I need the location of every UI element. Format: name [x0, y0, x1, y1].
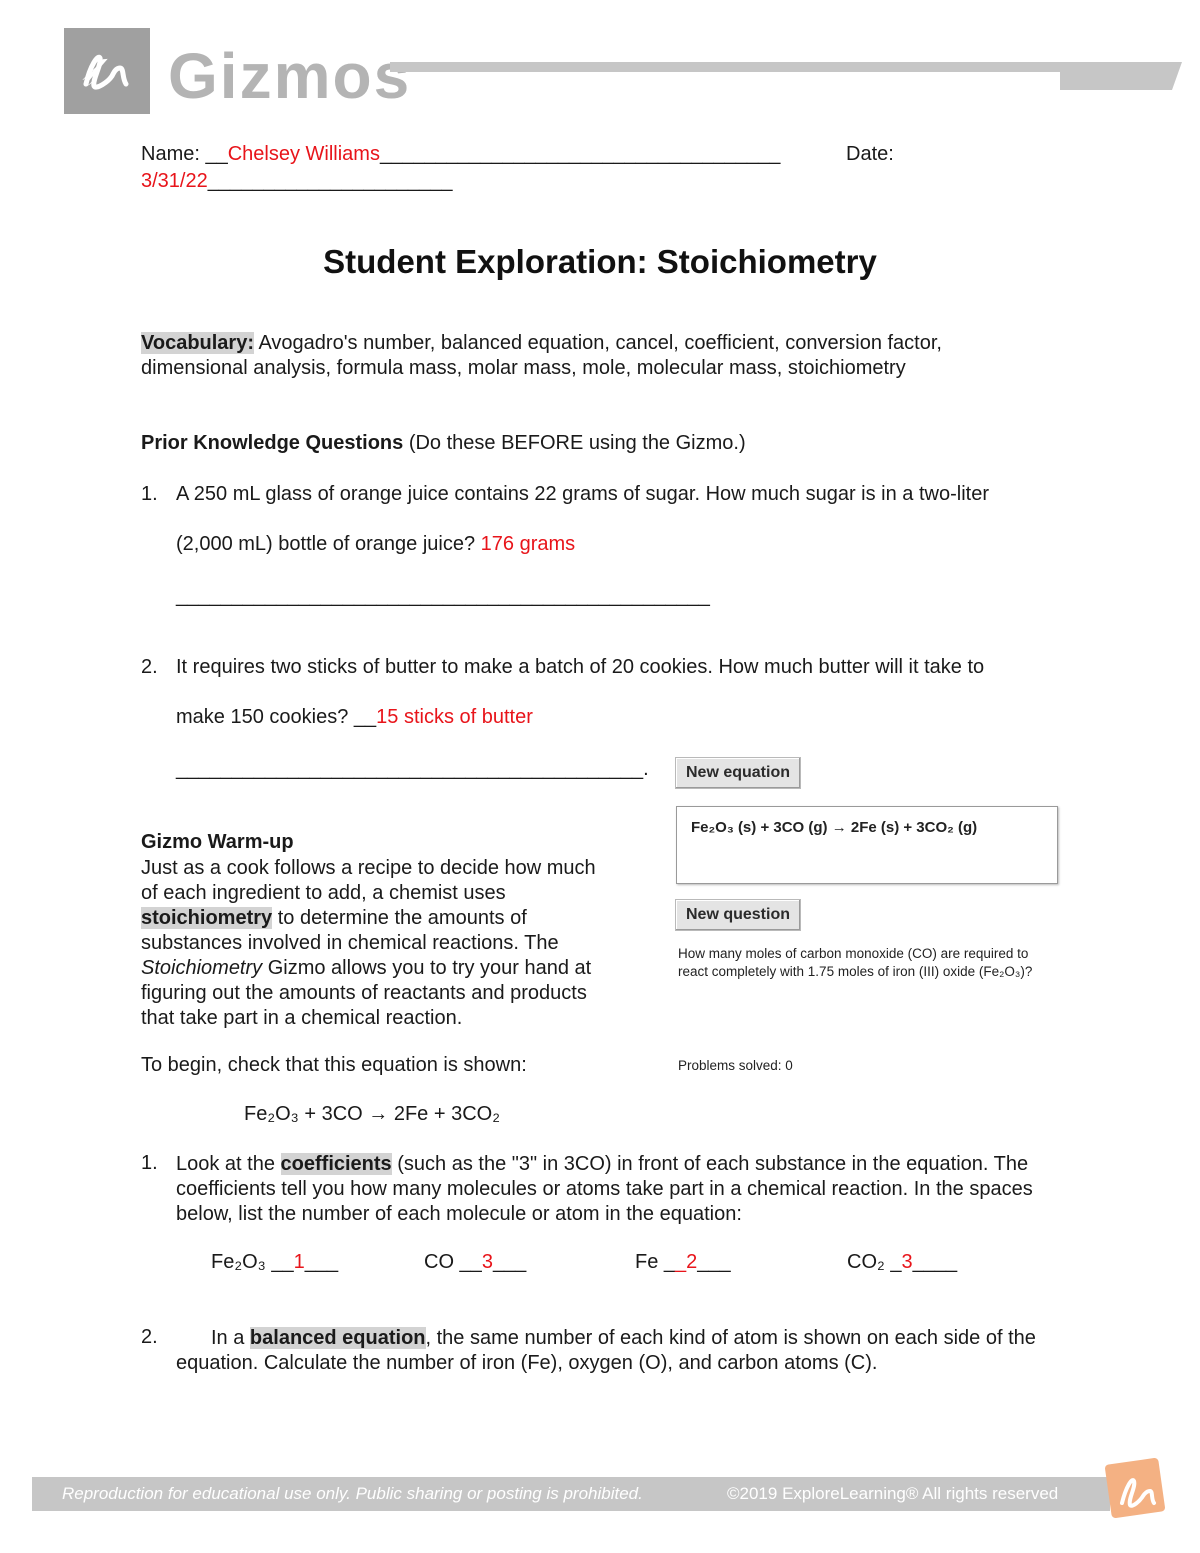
- question-2-term: balanced equation: [249, 1327, 426, 1349]
- new-question-button[interactable]: New question: [675, 899, 801, 931]
- date-underline: ______________________: [207, 170, 453, 192]
- question-1-term: coefficients: [280, 1153, 392, 1175]
- q1-line2: [176, 533, 575, 556]
- question-2-number: 2.: [141, 1326, 158, 1348]
- coefficient-underline: ____: [912, 1251, 958, 1273]
- header-bar: [390, 62, 1182, 90]
- coefficient-label: Fe _: [635, 1251, 676, 1273]
- coefficient-co: [424, 1251, 526, 1274]
- question-1-after: (such as the "3" in 3CO) in front of each substance in the equation. The coefficients tell you how many molecules or atoms take part in a chemical reaction. In the spaces below, list the number of each molecule or atom in the equation:: [176, 1153, 1033, 1225]
- q1-number: 1.: [141, 483, 158, 505]
- coefficient-answer[interactable]: 1: [293, 1251, 305, 1273]
- warmup-heading: Gizmo Warm-up: [141, 831, 294, 853]
- gizmo-question: How many moles of carbon monoxide (CO) are required to react completely with 1.75 moles of iron (III) oxide (Fe₂O₃)?: [678, 946, 1033, 979]
- coefficient-label: Fe₂O₃ __: [211, 1251, 294, 1273]
- q1-answer[interactable]: 176 grams: [480, 533, 576, 555]
- coefficient-fe: [635, 1251, 731, 1274]
- warmup-text-before: Just as a cook follows a recipe to decide how much of each ingredient to add, a chemist uses: [141, 857, 596, 904]
- vocabulary-terms: Avogadro's number, balanced equation, cancel, coefficient, conversion factor, dimensional analysis, formula mass, molar mass, mole, molecular mass, stoichiometry: [141, 332, 942, 379]
- q2-underline: __________________________________________.: [176, 758, 649, 780]
- coefficient-answer[interactable]: _2: [675, 1251, 698, 1273]
- q2-question: make 150 cookies? __: [176, 706, 377, 728]
- question-2-after: , the same number of each kind of atom is shown on each side of the equation. Calculate the number of iron (Fe), oxygen (O), and carbon atoms (C).: [176, 1327, 1036, 1374]
- vocabulary-label: Vocabulary:: [141, 332, 254, 354]
- q1-underline: ________________________________________________: [176, 585, 710, 607]
- footer-logo-icon: [1100, 1453, 1170, 1523]
- prior-knowledge-heading: [141, 432, 746, 455]
- begin-instruction: To begin, check that this equation is shown:: [141, 1054, 527, 1076]
- date-line: [141, 170, 452, 193]
- coefficient-underline: ___: [697, 1251, 731, 1273]
- name-underline: ____________________________________: [379, 143, 781, 165]
- question-1-number: 1.: [141, 1152, 158, 1174]
- q2-line2: [176, 706, 533, 729]
- coefficient-underline: ___: [492, 1251, 527, 1273]
- coefficient-answer[interactable]: 3: [901, 1251, 913, 1273]
- warmup-text-after: Gizmo allows you to try your hand at figuring out the amounts of reactants and products that take part in a chemical reaction.: [141, 957, 592, 1029]
- question-1-before: Look at the: [176, 1153, 275, 1175]
- warmup-term: stoichiometry: [141, 907, 273, 929]
- q2-answer[interactable]: 15 sticks of butter: [376, 706, 533, 728]
- footer-notice: Reproduction for educational use only. Public sharing or posting is prohibited.: [62, 1484, 643, 1503]
- svg-text:𝓁: 𝓁: [81, 50, 95, 96]
- q2-number: 2.: [141, 656, 158, 678]
- q2-line1: It requires two sticks of butter to make a batch of 20 cookies. How much butter will it take to: [176, 656, 985, 678]
- coefficient-fe2o3: [211, 1251, 338, 1274]
- gizmo-equation: Fe₂O₃ (s) + 3CO (g) → 2Fe (s) + 3CO₂ (g): [691, 819, 978, 836]
- prior-knowledge-note: (Do these BEFORE using the Gizmo.): [408, 432, 746, 454]
- coefficient-answer[interactable]: 3: [481, 1251, 493, 1273]
- new-equation-button[interactable]: New equation: [675, 757, 801, 789]
- name-line: [141, 143, 780, 166]
- question-2-before: In a: [211, 1327, 245, 1349]
- coefficient-label: CO₂ _: [847, 1251, 902, 1273]
- q1-question: (2,000 mL) bottle of orange juice?: [176, 533, 476, 555]
- coefficient-underline: ___: [304, 1251, 339, 1273]
- footer-copyright: ©2019 ExploreLearning® All rights reserved: [727, 1484, 1059, 1503]
- coefficient-label: CO __: [424, 1251, 482, 1273]
- prior-knowledge-title: Prior Knowledge Questions: [141, 432, 404, 454]
- question-2-text: [176, 1326, 1066, 1376]
- date-value[interactable]: 3/31/22: [141, 170, 208, 192]
- gizmos-logo: [64, 28, 150, 114]
- brand-wordmark: Gizmos: [168, 40, 412, 112]
- warmup-text-mid: to determine the amounts of substances involved in chemical reactions. The: [141, 907, 559, 954]
- warmup-gizmo-name: Stoichiometry: [141, 957, 263, 979]
- equation-display: [676, 806, 1058, 884]
- name-label: Name: __: [141, 143, 228, 165]
- name-value[interactable]: Chelsey Williams: [227, 143, 380, 165]
- problems-solved: Problems solved: 0: [678, 1058, 793, 1073]
- vocabulary: [141, 331, 1021, 381]
- warmup-text: [141, 856, 611, 1031]
- date-label: Date:: [846, 143, 894, 165]
- q1-line1: A 250 mL glass of orange juice contains 22 grams of sugar. How much sugar is in a two-liter: [176, 483, 989, 505]
- page-title: Student Exploration: Stoichiometry: [323, 243, 877, 280]
- coefficient-co2: [847, 1251, 957, 1274]
- question-1-text: [176, 1152, 1076, 1227]
- el-logo-icon: [64, 28, 150, 114]
- warmup-equation: Fe₂O₃ + 3CO → 2Fe + 3CO₂: [244, 1103, 500, 1125]
